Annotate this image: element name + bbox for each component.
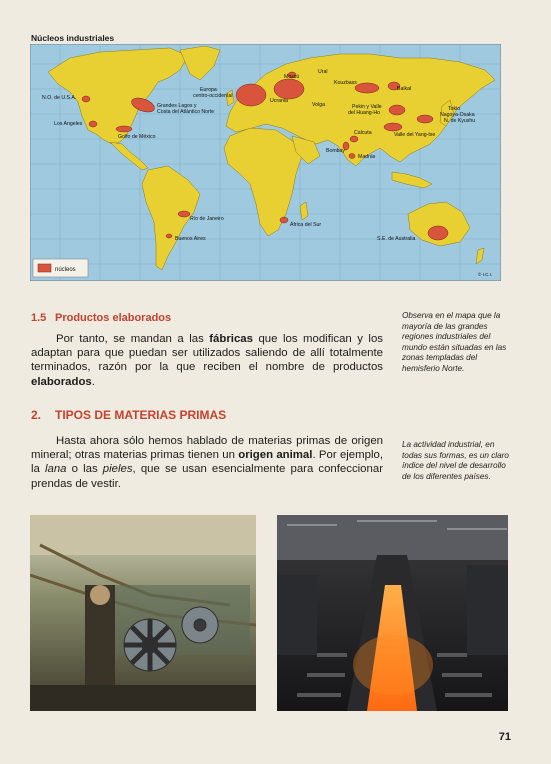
industrial-map [30, 44, 501, 281]
label-rio: Río de Janeiro [190, 216, 224, 222]
label-los-angeles: Los Angeles [54, 121, 83, 127]
label-tokio-3: N. de Kyushu [444, 118, 476, 124]
label-baikal: Baikal [397, 86, 412, 92]
page-number: 71 [498, 731, 511, 743]
label-kouzbass: Kouzbass [334, 80, 357, 86]
label-madras: Madrás [358, 154, 376, 160]
label-europa-2: centro-occidental [193, 93, 233, 99]
label-australia: S.E. de Australia [377, 236, 416, 242]
label-grandes-lagos-2: Costa del Atlántico Norte [157, 109, 215, 115]
label-calcuta: Calcuta [354, 130, 372, 136]
steel-mill-photo [277, 515, 508, 711]
sidebar-note-1: Observa en el mapa que la mayoría de las grandes regiones industriales del mundo están situadas en las zonas templadas del hemisferio Norte. [402, 311, 507, 373]
label-tokio-1: Tokio [448, 106, 461, 112]
label-grandes-lagos-1: Grandes Lagos y [157, 103, 197, 109]
section-2-paragraph: Hasta ahora sólo hemos hablado de materias primas de origen mineral; otras materias primas tienen un origen animal. Por ejemplo, la lana o las pieles, que se usan esencialmente para confeccionar prendas de vestir. [31, 435, 383, 490]
sidebar-note-2: La actividad industrial, en todas sus formas, es un claro índice del nivel de desarrollo de los diferentes países. [402, 440, 509, 481]
map-credit: © I.C.I. [478, 272, 493, 277]
label-ural: Ural [318, 69, 328, 75]
label-europa-1: Europa [200, 87, 217, 93]
label-volga: Volga [312, 102, 325, 108]
factory-assembly-photo [30, 515, 256, 711]
section-2-title: TIPOS DE MATERIAS PRIMAS [55, 408, 227, 422]
label-pekin-1: Pekin y Valle [352, 104, 382, 110]
label-africa-sur: África del Sur [290, 222, 322, 228]
section-1-5-number: 1.5 [31, 312, 47, 324]
section-2-number: 2. [31, 408, 42, 422]
label-buenos-aires: Buenos Aires [175, 236, 206, 242]
label-ucrania: Ucrania [270, 98, 288, 104]
section-1-5-paragraph: Por tanto, se mandan a las fábricas que los modifican y los adaptan para que puedan ser utilizados saliendo de allí totalmente terminados, razón por la que reciben el nombre de productos elaborados. [31, 333, 383, 388]
label-tokio-2: Nagoya-Osaka [440, 112, 475, 118]
label-nd-usa: N.O. de U.S.A. [42, 95, 77, 101]
map-title: Núcleos industriales [31, 33, 115, 43]
label-bombay: Bombay [326, 148, 346, 154]
label-moscu: Moscú [284, 74, 300, 80]
section-1-5-title: Productos elaborados [55, 312, 172, 324]
label-yangtse: Valle del Yang-tse [394, 132, 436, 138]
legend-label: núcleos [55, 267, 76, 273]
label-golfo-mexico: Golfo de México [118, 134, 156, 140]
label-pekin-2: del Huang-Ho [348, 110, 381, 116]
